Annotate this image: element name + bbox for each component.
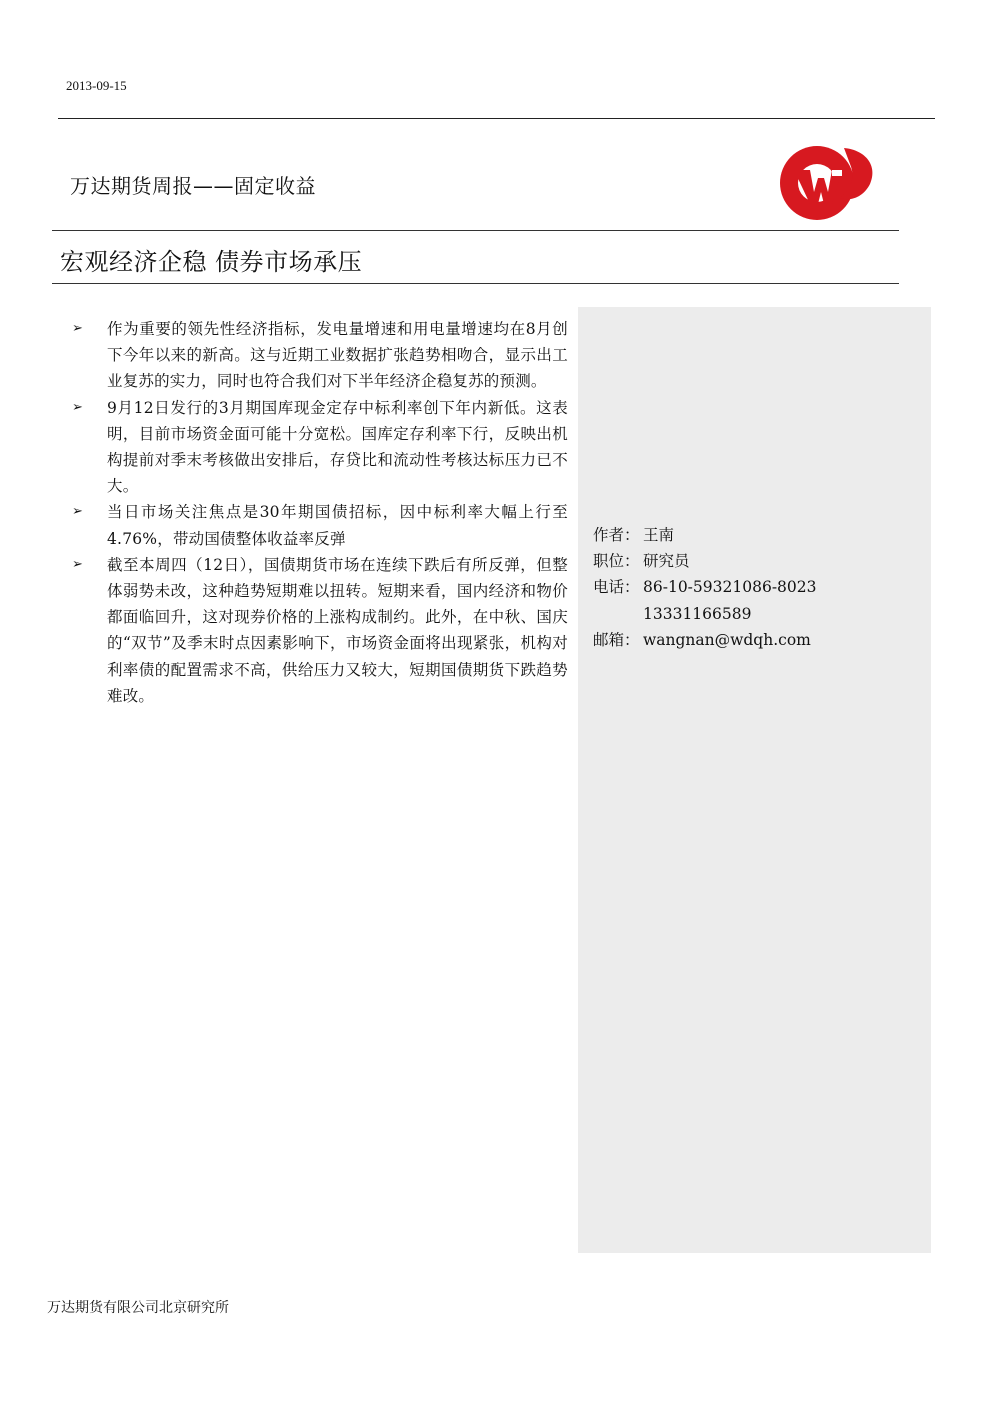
author-name: 王南 [643, 526, 675, 544]
footer-text: 万达期货有限公司北京研究所 [47, 1300, 229, 1316]
arrow-bullet-icon: ➢ [72, 504, 83, 520]
bullet-text: 当日市场关注焦点是30年期国债招标，因中标利率大幅上行至4.76%，带动国债整体收益率反弹 [107, 503, 568, 548]
email-address[interactable]: wangnan@wdqh.com [643, 630, 811, 649]
bullet-text: 截至本周四（12日），国债期货市场在连续下跌后有所反弹，但整体弱势未改，这种趋势短期难以扭转。短期来看，国内经济和物价都面临回升，这对现券价格的上涨构成制约。此外，在中秋、国庆的“双节”及季末时点因素影响下，市场资金面将出现紧张，机构对利率债的配置需求不高，供给压力又较大，短期国债期货下跌趋势难改。 [107, 555, 568, 705]
headline: 宏观经济企稳 债券市场承压 [60, 248, 363, 276]
arrow-bullet-icon: ➢ [72, 556, 83, 572]
arrow-bullet-icon: ➢ [72, 321, 83, 336]
arrow-bullet-icon: ➢ [72, 399, 83, 415]
author-contact [593, 522, 817, 653]
phone-label: 电话： [593, 578, 640, 597]
author-row [593, 522, 817, 548]
phone-row [593, 574, 817, 600]
sidebar-panel [578, 307, 931, 1253]
headline-top-divider [52, 230, 899, 231]
list-item [72, 499, 568, 551]
author-title: 研究员 [643, 552, 690, 571]
report-date: 2013-09-15 [66, 78, 127, 93]
title-label: 职位： [593, 552, 640, 571]
phone-number: 86-10-59321086-8023 [643, 578, 817, 597]
title-row [593, 548, 817, 574]
list-item [72, 552, 568, 709]
bullet-list [72, 316, 568, 709]
bullet-text: 9月12日发行的3月期国库现金定存中标利率创下年内新低。这表明，目前市场资金面可能十分宽松。国库定存利率下行，反映出机构提前对季末考核做出安排后，存贷比和流动性考核达标压力已不大。 [107, 398, 568, 496]
email-row [593, 627, 817, 653]
list-item [72, 316, 568, 395]
headline-bottom-divider [52, 283, 899, 284]
phone-row-2 [593, 601, 817, 627]
report-title: 万达期货周报——固定收益 [70, 174, 316, 198]
bullet-text: 作为重要的领先性经济指标，发电量增速和用电量增速均在8月创下今年以来的新高。这与近期工业数据扩张趋势相吻合，显示出工业复苏的实力，同时也符合我们对下半年经济企稳复苏的预测。 [107, 320, 568, 391]
author-label: 作者： [593, 526, 640, 544]
mobile-number: 13331166589 [643, 604, 752, 623]
wanda-futures-logo-icon [774, 140, 892, 226]
list-item [72, 395, 568, 500]
top-divider [58, 118, 935, 119]
email-label: 邮箱： [593, 630, 640, 649]
